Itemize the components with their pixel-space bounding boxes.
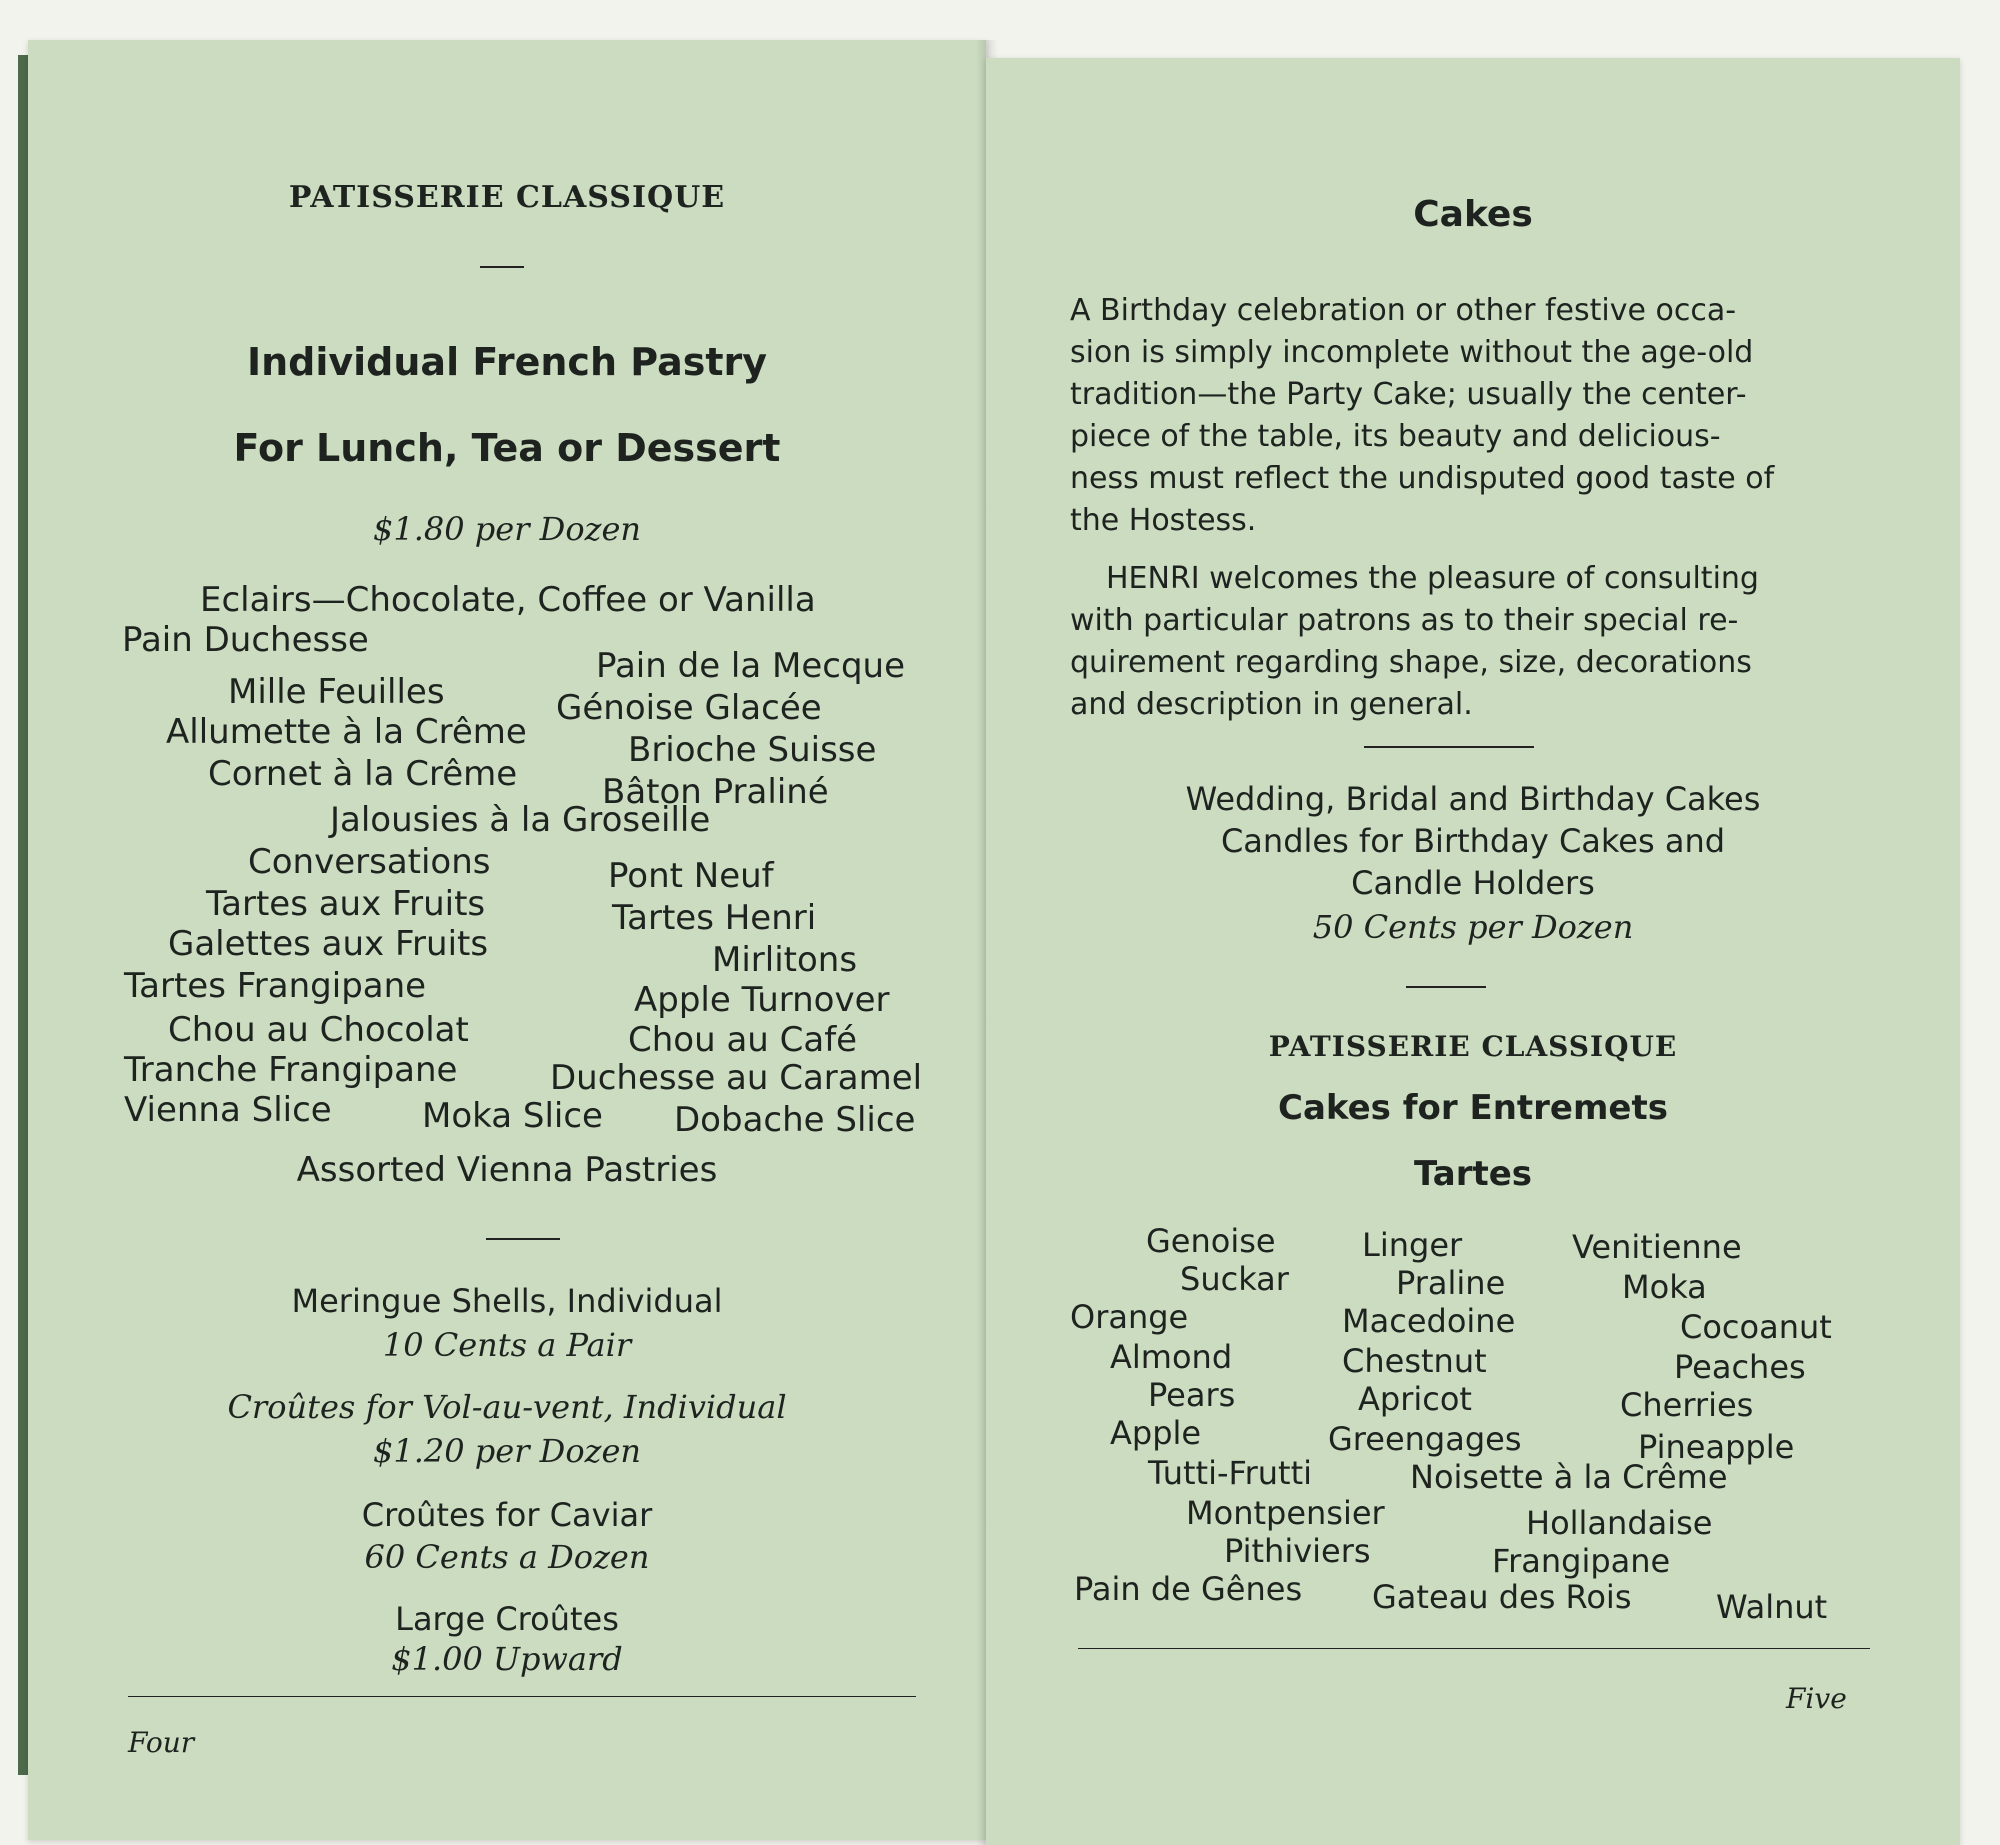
pastry-item: Pain de la Mecque: [596, 646, 906, 686]
pastry-item: Mirlitons: [712, 940, 858, 980]
tarte-item: Suckar: [1180, 1260, 1289, 1298]
page-number: Five: [1786, 1682, 1847, 1715]
tarte-item: Cherries: [1620, 1386, 1754, 1424]
tarte-item: Macedoine: [1342, 1302, 1516, 1340]
pastry-item: Dobache Slice: [674, 1100, 916, 1140]
pastry-item: Brioche Suisse: [628, 730, 877, 770]
cakes-line: Candle Holders: [1351, 864, 1595, 902]
paragraph-line: with particular patrons as to their special re-: [1070, 603, 1739, 638]
pastry-item: Vienna Slice: [124, 1090, 332, 1130]
pastry-item: Tranche Frangipane: [124, 1050, 458, 1090]
right-page: [986, 58, 1960, 1845]
tarte-item: Peaches: [1674, 1348, 1806, 1386]
extra-price: $1.00 Upward: [391, 1640, 623, 1678]
pastry-item: Conversations: [248, 842, 491, 882]
tarte-item: Frangipane: [1492, 1542, 1671, 1580]
footer-rule: [1078, 1648, 1870, 1649]
paragraph-line: tradition—the Party Cake; usually the center-: [1070, 377, 1747, 412]
divider: [486, 1238, 560, 1240]
pastry-item: Duchesse au Caramel: [550, 1058, 923, 1098]
tarte-item: Gateau des Rois: [1372, 1578, 1632, 1616]
tarte-item: Hollandaise: [1526, 1504, 1713, 1542]
tarte-item: Pithiviers: [1224, 1532, 1371, 1570]
divider: [480, 266, 524, 268]
tarte-item: Apple: [1110, 1414, 1202, 1452]
extra-name: Croûtes for Caviar: [361, 1496, 653, 1534]
tarte-item: Venitienne: [1572, 1228, 1742, 1266]
pastry-item: Apple Turnover: [634, 980, 890, 1020]
running-head: PATISSERIE CLASSIQUE: [1268, 1030, 1678, 1063]
cakes-line: Candles for Birthday Cakes and: [1220, 822, 1726, 860]
pastry-item: Allumette à la Crême: [166, 712, 527, 752]
section-subtitle: Tartes: [1413, 1154, 1533, 1194]
tarte-item: Orange: [1070, 1298, 1189, 1336]
pastry-item: Génoise Glacée: [556, 688, 822, 728]
tarte-item: Praline: [1396, 1264, 1506, 1302]
tarte-item: Noisette à la Crême: [1410, 1458, 1728, 1496]
paragraph-line: HENRI welcomes the pleasure of consulting: [1106, 561, 1759, 596]
pastry-item: Moka Slice: [422, 1096, 603, 1136]
page-number: Four: [128, 1726, 195, 1759]
tarte-item: Pineapple: [1638, 1428, 1795, 1466]
paragraph-line: and description in general.: [1070, 687, 1473, 722]
pastry-item: Pain Duchesse: [122, 620, 369, 660]
cakes-price: 50 Cents per Dozen: [1312, 908, 1634, 946]
paragraph-line: the Hostess.: [1070, 503, 1257, 538]
paragraph-line: A Birthday celebration or other festive occa-: [1070, 293, 1737, 328]
tarte-item: Montpensier: [1186, 1494, 1385, 1532]
extra-price: 60 Cents a Dozen: [364, 1538, 650, 1576]
pastry-item: Tartes Henri: [612, 898, 817, 938]
tarte-item: Tutti-Frutti: [1148, 1454, 1312, 1492]
pastry-item: Chou au Café: [628, 1020, 858, 1060]
tarte-item: Genoise: [1146, 1222, 1276, 1260]
extra-price: 10 Cents a Pair: [382, 1326, 632, 1364]
paragraph-line: ness must reflect the undisputed good taste of: [1070, 461, 1775, 496]
divider: [1364, 746, 1534, 748]
tarte-item: Walnut: [1716, 1588, 1828, 1626]
pastry-item: Cornet à la Crême: [208, 754, 518, 794]
running-head: PATISSERIE CLASSIQUE: [288, 180, 726, 215]
price: $1.80 per Dozen: [373, 510, 641, 548]
pastry-item: Tartes Frangipane: [124, 966, 427, 1006]
tarte-item: Pears: [1148, 1376, 1236, 1414]
page-title: Individual French Pastry: [246, 340, 768, 384]
tarte-item: Apricot: [1358, 1380, 1472, 1418]
paragraph-line: quirement regarding shape, size, decorations: [1070, 645, 1752, 680]
extra-name: Large Croûtes: [395, 1600, 619, 1638]
tarte-item: Almond: [1110, 1338, 1233, 1376]
extra-price: $1.20 per Dozen: [373, 1432, 641, 1470]
tarte-item: Cocoanut: [1680, 1308, 1832, 1346]
extra-name: Croûtes for Vol-au-vent, Individual: [227, 1388, 787, 1426]
pastry-item: Chou au Chocolat: [168, 1010, 469, 1050]
divider: [1406, 986, 1486, 988]
paragraph-line: piece of the table, its beauty and delicious-: [1070, 419, 1721, 454]
pastry-item: Assorted Vienna Pastries: [296, 1150, 718, 1190]
extra-name: Meringue Shells, Individual: [291, 1282, 723, 1320]
pastry-item: Tartes aux Fruits: [206, 884, 486, 924]
tarte-item: Moka: [1622, 1268, 1707, 1306]
page-subtitle: For Lunch, Tea or Dessert: [233, 426, 781, 470]
tarte-item: Linger: [1362, 1226, 1463, 1264]
paragraph-line: sion is simply incomplete without the age-old: [1070, 335, 1754, 370]
section-title: Cakes for Entremets: [1278, 1088, 1668, 1128]
pastry-item: Mille Feuilles: [228, 672, 445, 712]
footer-rule: [128, 1696, 916, 1697]
tarte-item: Chestnut: [1342, 1342, 1487, 1380]
pastry-item: Eclairs—Chocolate, Coffee or Vanilla: [200, 580, 816, 620]
pastry-item: Pont Neuf: [608, 856, 774, 896]
cakes-line: Wedding, Bridal and Birthday Cakes: [1185, 780, 1761, 818]
pastry-item: Bâton Praliné: [602, 772, 829, 812]
tarte-item: Greengages: [1328, 1420, 1522, 1458]
page-title: Cakes: [1413, 194, 1533, 235]
pastry-item: Jalousies à la Groseille: [330, 800, 711, 840]
tarte-item: Pain de Gênes: [1074, 1570, 1303, 1608]
pastry-item: Galettes aux Fruits: [168, 924, 489, 964]
left-page: [28, 40, 986, 1840]
